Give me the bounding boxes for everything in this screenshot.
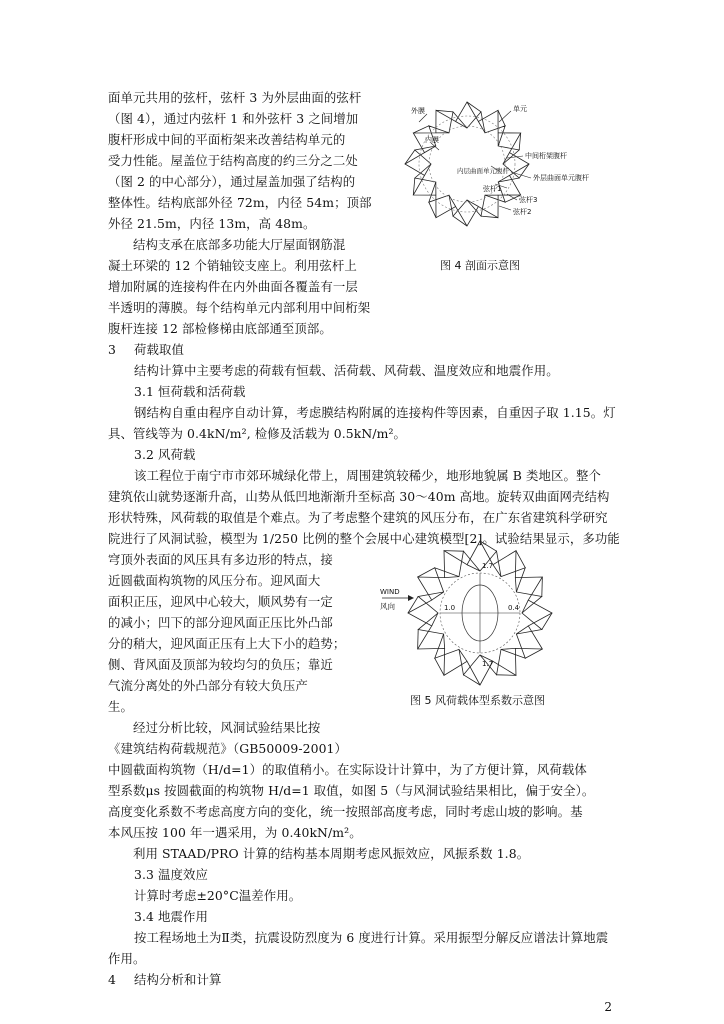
label-chord2: 弦杆2 xyxy=(513,208,532,216)
web-member xyxy=(498,110,505,126)
section-4-title: 结构分析和计算 xyxy=(134,972,222,987)
text-line: 整体性。结构底部外径 72m，内径 54m；顶部 xyxy=(108,195,372,210)
label-outer-web: 外层曲面单元腹杆 xyxy=(533,174,589,182)
web-member xyxy=(444,551,463,552)
text-line: 侧、背风面及顶部为较均匀的负压；靠近 xyxy=(108,657,333,672)
coef-right: 0.4 xyxy=(508,604,520,612)
web-member xyxy=(429,202,436,218)
web-member xyxy=(515,578,516,592)
web-member xyxy=(453,216,467,226)
text-line: 中圆截面构筑物（H/d=1）的取值稍小。在实际设计计算中，为了方便计算，风荷载体 xyxy=(108,762,587,777)
wind-label-cn: 风向 xyxy=(380,602,395,611)
web-member xyxy=(418,568,435,577)
section-3-title: 荷载取值 xyxy=(134,342,184,357)
section-4-number: 4 xyxy=(108,972,116,987)
web-member xyxy=(522,600,528,613)
label-inner-web: 内层曲面单元腹杆 xyxy=(457,167,509,175)
section-3-2-line: 建筑依山就势逐渐升高，山势从低凹地渐渐升至标高 30～40m 高地。旋转双曲面网壳结构 xyxy=(108,489,610,504)
section-3-4-line2: 作用。 xyxy=(108,951,146,966)
web-member xyxy=(413,126,429,133)
section-3-2-line: 形状特殊，风荷载的取值是个难点。为了考虑整个建筑的风压分布，在广东省建筑科学研究 xyxy=(108,510,608,525)
web-member xyxy=(467,102,481,112)
text-line: 的减小；凹下的部分迎风面正压比外凸部 xyxy=(108,615,333,630)
label-middle-truss-web: 中间桁架腹杆 xyxy=(525,152,567,160)
label-unit: 单元 xyxy=(513,105,527,113)
text-line: 利用 STAAD/PRO 计算的结构基本周期考虑风振效应，风振系数 1.8。 xyxy=(108,846,530,861)
web-member xyxy=(497,675,516,676)
figure-4-caption: 图 4 剖面示意图 xyxy=(440,259,520,272)
web-member xyxy=(405,150,415,164)
label-chord1: 弦杆1 xyxy=(483,185,502,193)
coef-top: 1.7 xyxy=(482,562,494,570)
outer-star-outline xyxy=(405,102,532,226)
web-member xyxy=(501,648,515,649)
text-line: 凝土环梁的 12 个销轴铰支座上。利用弦杆上 xyxy=(108,258,357,273)
section-3-1-line2: 具、管线等为 0.4kN/m², 检修及活载为 0.5kN/m²。 xyxy=(108,426,407,441)
text-line: 增加附属的连接构件在内外曲面各覆盖有一层 xyxy=(108,279,358,294)
label-outer-membrane: 外膜 xyxy=(411,107,425,115)
figure-4-section-diagram xyxy=(395,98,605,228)
web-member xyxy=(542,577,543,596)
text-line: 面积正压，迎风中心较大，顺风势有一定 xyxy=(108,594,333,609)
section-3-2-title: 3.2 风荷载 xyxy=(134,447,196,462)
coef-bottom: 1.7 xyxy=(482,660,494,668)
text-line: 腹杆形成中间的平面桁架来改善结构单元的 xyxy=(108,132,346,147)
web-member xyxy=(435,658,444,675)
web-member xyxy=(516,551,525,568)
text-line: （图 4），通过内弦杆 1 和外弦杆 3 之间增加 xyxy=(108,111,359,126)
label-inner-membrane: 内膜 xyxy=(425,136,439,144)
web-member xyxy=(525,649,542,658)
page-number: 2 xyxy=(604,1000,612,1014)
text-line: 近圆截面构筑物的风压分布。迎风面大 xyxy=(108,573,321,588)
text-line: 腹杆连接 12 部检修梯由底部通至顶部。 xyxy=(108,321,332,336)
web-member xyxy=(467,565,480,571)
section-3-3-text: 计算时考虑±20°C温差作用。 xyxy=(134,888,302,903)
text-line: 气流分离处的外凸部分有较大负压产 xyxy=(108,678,308,693)
text-line: 穹顶外表面的风压具有多边形的特点，接 xyxy=(108,552,333,567)
section-3-2-line: 院进行了风洞试验，模型为 1/250 比例的整个会展中心建筑模型[2]。试验结果显示，多功能 xyxy=(108,531,620,546)
text-line: 本风压按 100 年一遇采用，为 0.40kN/m²。 xyxy=(108,825,362,840)
web-member xyxy=(418,630,419,649)
text-line: 型系数μs 按圆截面的构筑物 H/d=1 取值，如图 5（与风洞试验结果相比，偏于安全）。 xyxy=(108,783,595,798)
text-line: 受力性能。屋盖位于结构高度的约三分之二处 xyxy=(108,153,358,168)
text-line: 生。 xyxy=(108,699,133,714)
section-3-intro: 结构计算中主要考虑的荷载有恒载、活荷载、风荷载、温度效应和地震作用。 xyxy=(134,363,559,378)
text-line: 面单元共用的弦杆，弦杆 3 为外层曲面的弦杆 xyxy=(108,90,362,105)
wind-label-en: WIND xyxy=(380,588,400,596)
section-3-number: 3 xyxy=(108,342,116,357)
text-line: 外径 21.5m，内径 13m，高 48m。 xyxy=(108,216,316,231)
section-3-1-title: 3.1 恒荷载和活荷载 xyxy=(134,384,246,399)
wind-diagram-svg xyxy=(378,538,558,688)
web-member xyxy=(444,634,445,648)
section-3-2-line: 该工程位于南宁市市郊环城绿化带上，周围建筑较稀少，地形地貌属 B 类地区。整个 xyxy=(134,468,601,483)
section-3-1-line1: 钢结构自重由程序自动计算，考虑膜结构附属的连接构件等因素，自重因子取 1.15。灯 xyxy=(134,405,616,420)
figure-5-wind-coefficient-diagram xyxy=(378,538,558,688)
section-diagram-svg xyxy=(395,98,605,228)
text-line: （图 2 的中心部分），通过屋盖加强了结构的 xyxy=(108,174,356,189)
text-line: 分的稍大，迎风面正压有上大下小的趋势； xyxy=(108,636,346,651)
text-line: 结构支承在底部多功能大厅屋面钢筋混 xyxy=(108,237,346,252)
text-line: 高度变化系数不考虑高度方向的变化，统一按照部高度考虑，同时考虑山坡的影响。基 xyxy=(108,804,583,819)
text-line: 《建筑结构荷载规范》（GB50009-2001） xyxy=(108,741,348,756)
web-member xyxy=(432,613,438,626)
section-3-4-title: 3.4 地震作用 xyxy=(134,909,209,924)
coef-left: 1.0 xyxy=(444,604,456,612)
section-3-3-title: 3.3 温度效应 xyxy=(134,867,209,882)
label-chord3: 弦杆3 xyxy=(519,196,538,204)
text-line: 经过分析比较，风洞试验结果比按 xyxy=(108,720,321,735)
section-3-4-line1: 按工程场地土为Ⅱ类，抗震设防烈度为 6 度进行计算。采用振型分解反应谱法计算地震 xyxy=(134,930,609,945)
text-line: 半透明的薄膜。每个结构单元内部利用中间桁架 xyxy=(108,300,371,315)
web-member xyxy=(445,577,459,578)
figure-5-caption: 图 5 风荷载体型系数示意图 xyxy=(410,694,545,707)
inner-star-outline xyxy=(415,112,519,216)
